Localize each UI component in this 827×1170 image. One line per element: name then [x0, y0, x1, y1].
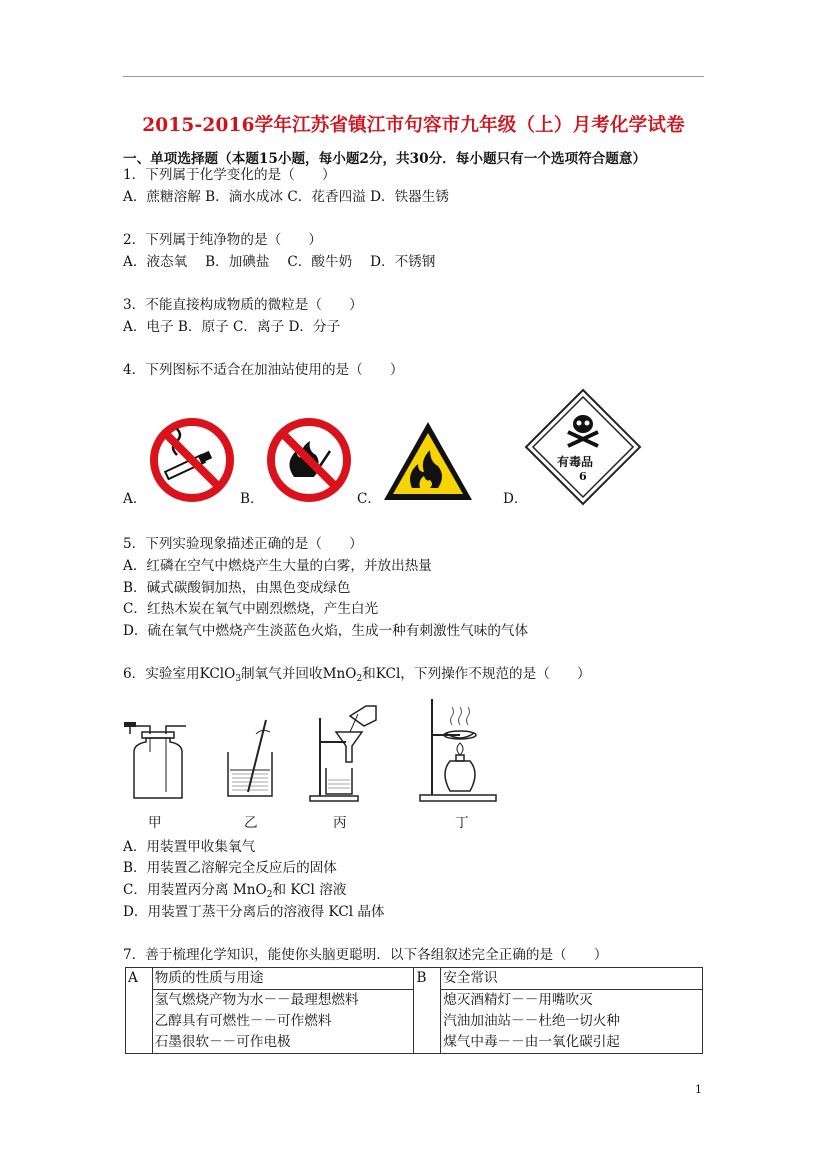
- q7-col-a-item: 氢气燃烧产物为水－－最理想燃料: [154, 992, 359, 1008]
- q7-col-a-item: 石墨很软－－可作电极: [154, 1034, 291, 1050]
- q7-col-a-items: [152, 990, 414, 1054]
- q3-stem: 3．不能直接构成物质的微粒是（ ）: [123, 297, 363, 313]
- q6-option-b: B．用装置乙溶解完全反应后的固体: [123, 860, 337, 876]
- filtration-setup-icon: [306, 702, 386, 804]
- page-title: 2015-2016学年江苏省镇江市句容市九年级（上）月考化学试卷: [142, 115, 685, 136]
- q4-stem: 4．下列图标不适合在加油站使用的是（ ）: [123, 362, 404, 378]
- flammable-warning-sign-icon: [380, 418, 476, 504]
- q7-col-b-items: [441, 990, 703, 1054]
- page-number: 1: [695, 1083, 702, 1096]
- q4-label-d: D．: [503, 491, 528, 507]
- q5-option-b: B．碱式碳酸铜加热，由黑色变成绿色: [123, 580, 351, 596]
- q7-col-a-header: 物质的性质与用途: [152, 968, 414, 990]
- q6-option-d: D．用装置丁蒸干分离后的溶液得 KCl 晶体: [123, 904, 385, 920]
- beaker-stirring-icon: [218, 712, 290, 804]
- apparatus-label-jia: 甲: [148, 815, 162, 831]
- evaporation-setup-icon: [414, 695, 502, 805]
- q4-label-a: A．: [123, 491, 147, 507]
- q7-col-b-item: 熄灭酒精灯－－用嘴吹灭: [443, 992, 593, 1008]
- q7-col-b-header: 安全常识: [441, 968, 703, 990]
- apparatus-label-bing: 丙: [333, 815, 347, 831]
- toxic-sign-class-number: 6: [579, 470, 587, 483]
- q7-col-a-letter: A: [126, 968, 153, 1054]
- q7-stem: 7．善于梳理化学知识，能使你头脑更聪明．以下各组叙述完全正确的是（ ）: [123, 947, 608, 963]
- q5-option-a: A．红磷在空气中燃烧产生大量的白雾，并放出热量: [123, 558, 432, 574]
- q5-stem: 5．下列实验现象描述正确的是（ ）: [123, 536, 363, 552]
- q3-options: A．电子 B．原子 C．离子 D．分子: [123, 319, 341, 335]
- q6-stem: 6．实验室用KClO$_3$制氧气并回收MnO$_2$和KCl，下列操作不规范的是（ ）: [123, 666, 591, 684]
- q5-option-c: C．红热木炭在氧气中剧烈燃烧，产生白光: [123, 601, 379, 617]
- q7-col-b-item: 煤气中毒－－由一氧化碳引起: [443, 1034, 620, 1050]
- gas-collection-bottle-icon: [122, 712, 194, 804]
- toxic-sign-text: 有毒品: [557, 455, 594, 469]
- q7-col-b-letter: B: [414, 968, 441, 1054]
- q2-stem: 2．下列属于纯净物的是（ ）: [123, 232, 322, 248]
- q4-label-b: B．: [240, 491, 264, 507]
- q7-col-a-item: 乙醇具有可燃性－－可作燃料: [154, 1013, 332, 1029]
- q5-option-d: D．硫在氧气中燃烧产生淡蓝色火焰，生成一种有刺激性气味的气体: [123, 623, 529, 639]
- q2-options: A．液态氧 B．加碘盐 C．酸牛奶 D．不锈钢: [123, 254, 436, 270]
- section-heading: 一、单项选择题（本题15小题，每小题2分，共30分．每小题只有一个选项符合题意）: [123, 151, 647, 167]
- q7-table: [125, 967, 703, 1054]
- q6-option-c: C．用装置丙分离 MnO$_2$和 KCl 溶液: [123, 882, 347, 900]
- toxic-substance-sign-icon: [524, 388, 642, 506]
- apparatus-label-ding: 丁: [455, 815, 469, 831]
- q7-col-b-item: 汽油加油站－－杜绝一切火种: [443, 1013, 620, 1029]
- no-smoking-sign-icon: [147, 415, 237, 505]
- q4-label-c: C．: [357, 491, 381, 507]
- apparatus-label-yi: 乙: [244, 815, 258, 831]
- no-open-flame-sign-icon: [264, 415, 354, 505]
- q1-options: A．蔗糖溶解 B．滴水成冰 C．花香四溢 D．铁器生锈: [123, 189, 449, 205]
- q1-stem: 1．下列属于化学变化的是（ ）: [123, 167, 336, 183]
- q6-option-a: A．用装置甲收集氧气: [123, 839, 256, 855]
- header-rule: [123, 76, 704, 77]
